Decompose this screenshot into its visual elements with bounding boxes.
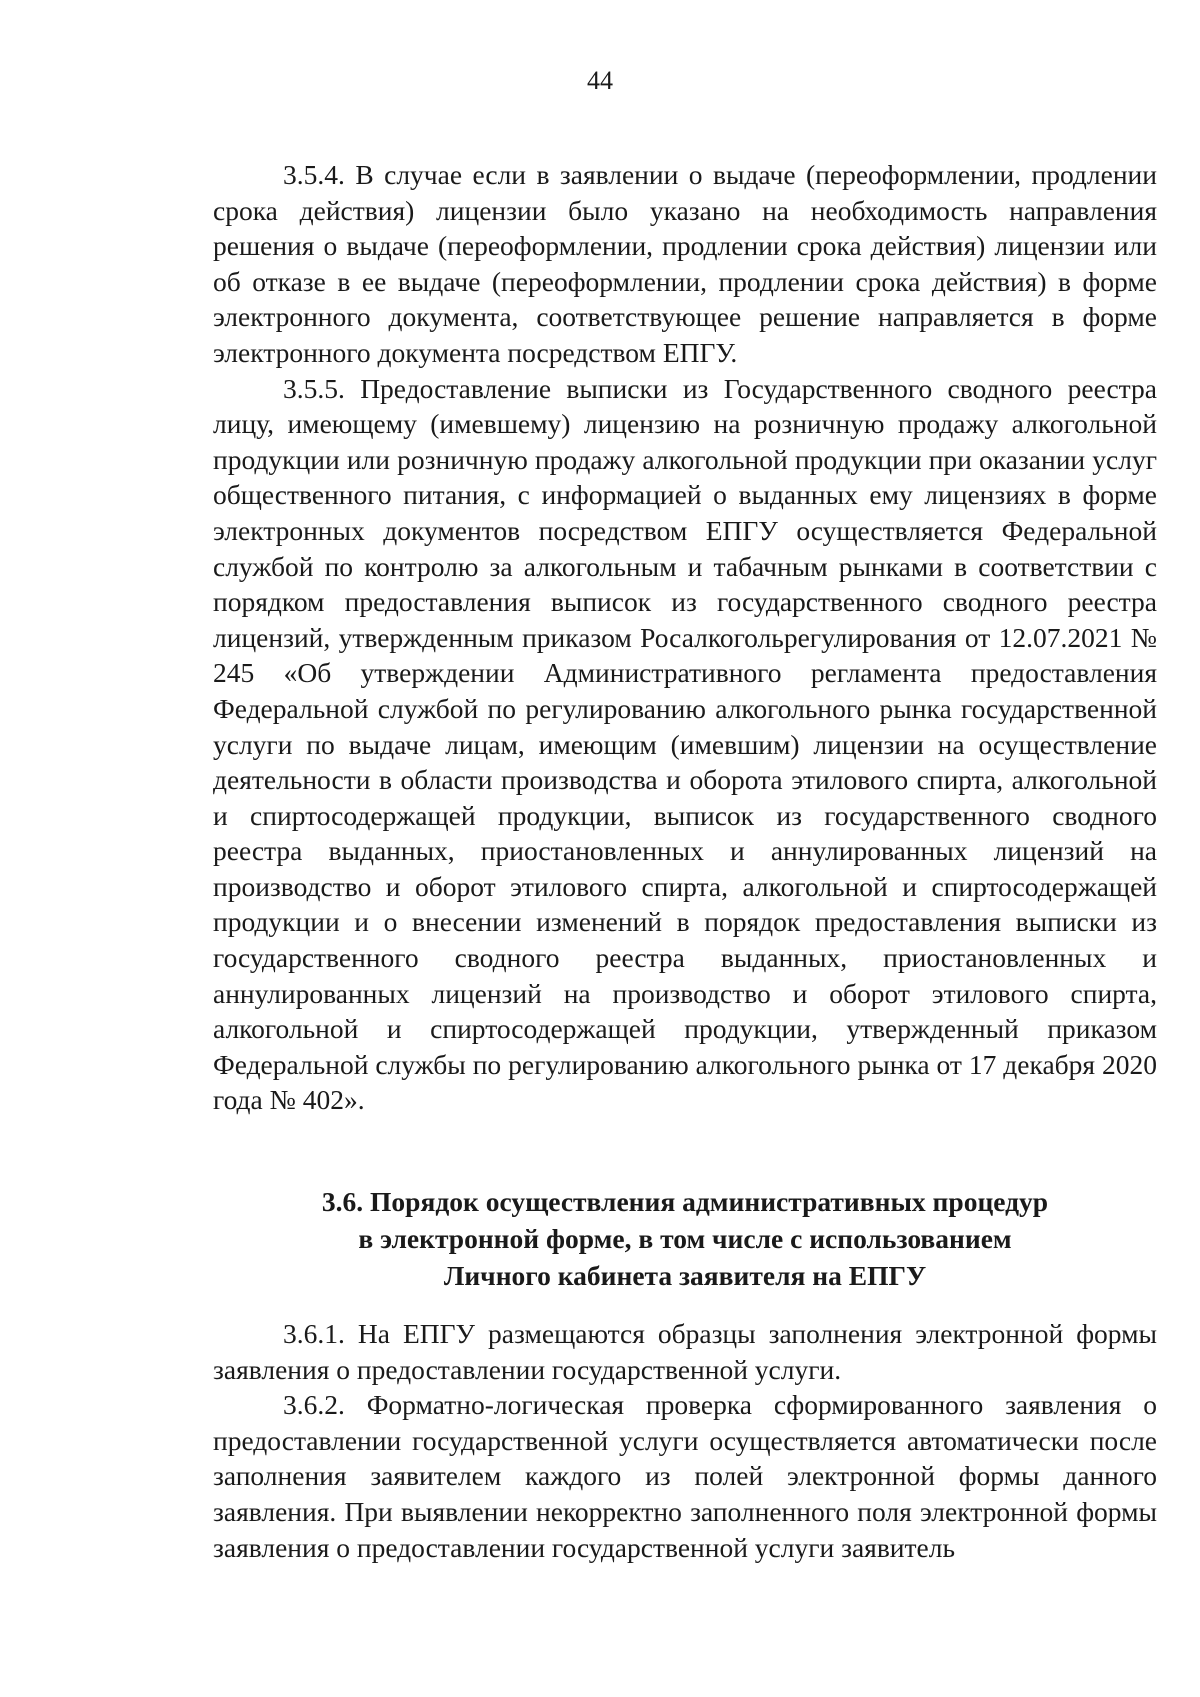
- section-heading-3-6: [213, 1183, 1157, 1294]
- paragraph-3-6-2: 3.6.2. Форматно-логическая проверка сформированного заявления о предоставлении государственной услуги осуществляется автоматически после заполнения заявителем каждого из полей электронной формы данного заявления. При выявлении некорректно заполненного поля электронной формы заявления о предоставлении государственной услуги заявитель: [213, 1389, 1157, 1563]
- text-block-bottom: [213, 1316, 1157, 1565]
- paragraph-3-6-1: 3.6.1. На ЕПГУ размещаются образцы заполнения электронной формы заявления о предоставлении государственной услуги.: [213, 1318, 1157, 1385]
- paragraph-3-5-5: 3.5.5. Предоставление выписки из Государственного сводного реестра лицу, имеющему (имевшему) лицензию на розничную продажу алкогольной продукции или розничную продажу алкогольной продукции при оказании услуг общественного питания, с информацией о выданных ему лицензиях в форме электронных документов посредством ЕПГУ осуществляется Федеральной службой по контролю за алкогольным и табачным рынками в соответствии с порядком предоставления выписок из государственного сводного реестра лицензий, утвержденным приказом Росалкогольрегулирования от 12.07.2021 № 245 «Об утверждении Административного регламента предоставления Федеральной службой по регулированию алкогольного рынка государственной услуги по выдаче лицам, имеющим (имевшим) лицензии на осуществление деятельности в области производства и оборота этилового спирта, алкогольной и спиртосодержащей продукции, выписок из государственного сводного реестра выданных, приостановленных и аннулированных лицензий на производство и оборот этилового спирта, алкогольной и спиртосодержащей продукции и о внесении изменений в порядок предоставления выписки из государственного сводного реестра выданных, приостановленных и аннулированных лицензий на производство и оборот этилового спирта, алкогольной и спиртосодержащей продукции, утвержденный приказом Федеральной службы по регулированию алкогольного рынка от 17 декабря 2020 года № 402».: [213, 372, 1157, 1116]
- section-heading-line: Личного кабинета заявителя на ЕПГУ: [443, 1260, 927, 1291]
- section-heading-line: 3.6. Порядок осуществления административных процедур: [321, 1186, 1049, 1217]
- page-number: 44: [587, 66, 613, 95]
- text-block-top: [213, 157, 1157, 1118]
- section-heading-line: в электронной форме, в том числе с использованием: [358, 1223, 1012, 1254]
- paragraph-3-5-4: 3.5.4. В случае если в заявлении о выдаче (переоформлении, продлении срока действия) лицензии было указано на необходимость направления решения о выдаче (переоформлении, продлении срока действия) лицензии или об отказе в ее выдаче (переоформлении, продлении срока действия) в форме электронного документа, соответствующее решение направляется в форме электронного документа посредством ЕПГУ.: [213, 159, 1157, 368]
